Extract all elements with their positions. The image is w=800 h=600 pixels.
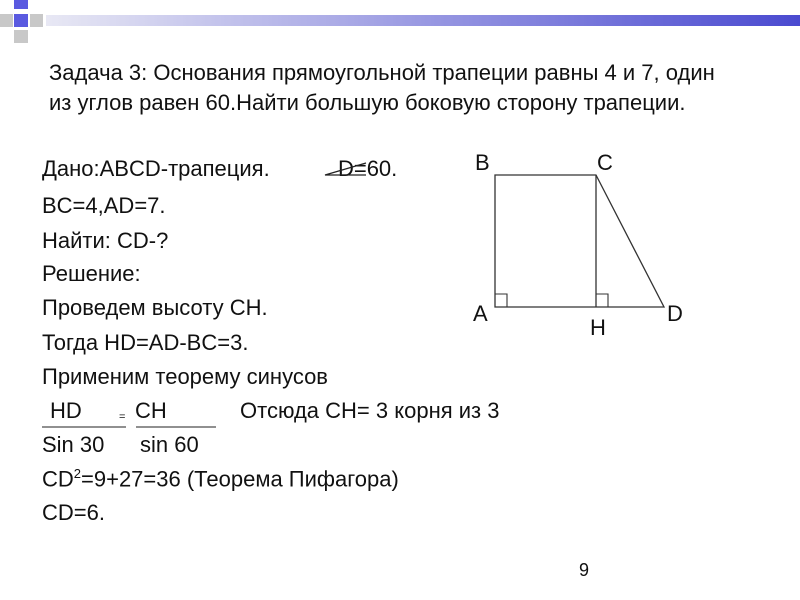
problem-statement: Задача 3: Основания прямоугольной трапеции равны 4 и 7, один из углов равен 60.Найти большую боковую сторону трапеции. (49, 60, 715, 115)
ratio-result: Отсюда CH= 3 корня из 3 (240, 398, 500, 423)
header-band (46, 15, 800, 26)
label-h: H (590, 315, 606, 340)
angle-symbol (322, 160, 368, 178)
label-c: C (597, 150, 613, 175)
header-decoration (0, 0, 800, 60)
given-prefix: Дано:ABCD-трапеция. (42, 156, 270, 181)
label-a: A (473, 301, 488, 326)
fraction-bars (40, 424, 220, 430)
step-hd: Тогда HD=AD-BC=3. (42, 330, 249, 355)
decor-square (0, 14, 13, 27)
step-height: Проведем высоту CH. (42, 295, 268, 320)
label-b: B (475, 150, 490, 175)
pyth-exponent: 2 (73, 466, 82, 481)
trapezoid-diagram (460, 140, 700, 350)
right-angle-a (495, 294, 507, 307)
given-angle: D=60. (337, 156, 398, 181)
decor-square (14, 14, 28, 27)
decor-square (14, 0, 28, 9)
ratio-equals: = (119, 411, 126, 423)
decor-square (30, 14, 43, 27)
pythagoras-line (42, 466, 399, 492)
ratio-sin60: sin 60 (140, 432, 199, 457)
pyth-rest: =9+27=36 (Теорема Пифагора) (81, 466, 399, 492)
trapezoid-shape (495, 175, 664, 307)
ratio-hd: HD (50, 398, 82, 423)
label-d: D (667, 301, 683, 326)
decor-square (14, 30, 28, 43)
pyth-cd: CD (42, 466, 74, 492)
given-sides: BC=4,AD=7. (42, 193, 166, 218)
ratio-sin30: Sin 30 (42, 432, 105, 457)
page-number: 9 (579, 560, 590, 580)
right-angle-h (596, 294, 608, 307)
solution-heading: Решение: (42, 261, 141, 286)
answer-line: CD=6. (42, 500, 105, 525)
ratio-ch: CH (135, 398, 167, 423)
find-line: Найти: CD-? (42, 228, 169, 253)
step-sines: Применим теорему синусов (42, 364, 328, 389)
